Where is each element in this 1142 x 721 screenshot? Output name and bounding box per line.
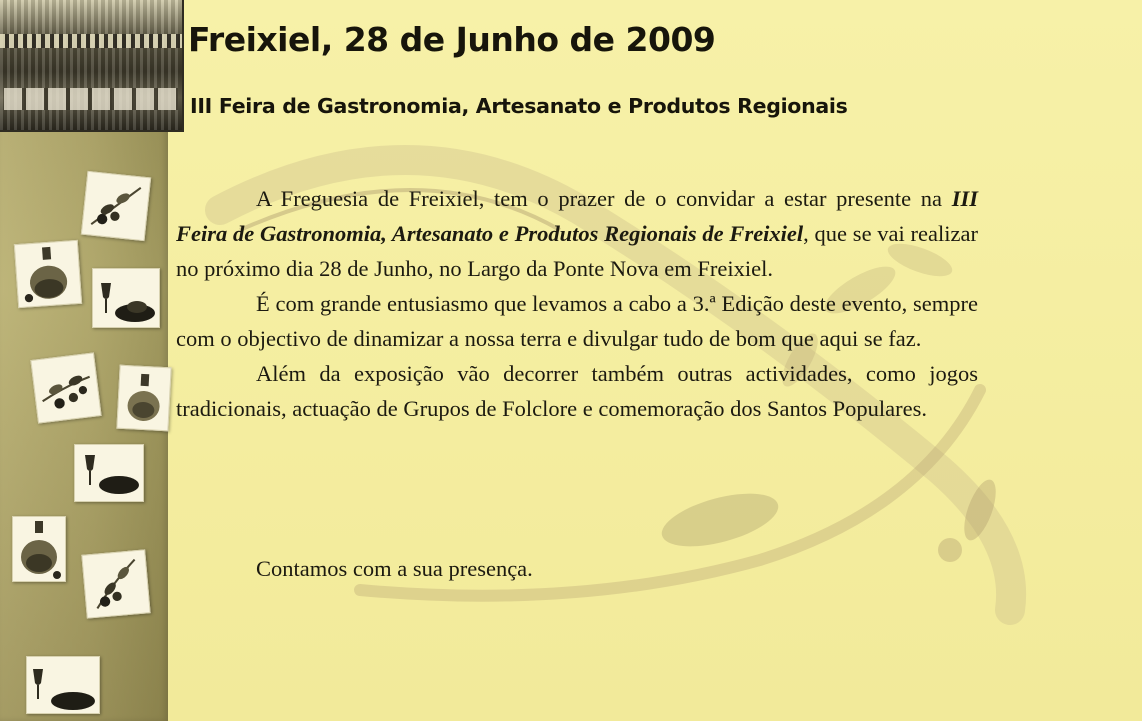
wine-glass-bread-icon xyxy=(92,268,160,328)
paragraph-invitation-start: A Freguesia de Freixiel, tem o prazer de o convidar a estar presente na xyxy=(256,186,952,211)
paragraph-edition: É com grande entusiasmo que levamos a cabo a 3.ª Edição deste evento, sempre com o objectivo de dinamizar a nossa terra e divulgar tudo de bom que aqui se faz. xyxy=(176,291,978,351)
paragraph-activities: Além da exposição vão decorrer também outras actividades, como jogos tradicionais, actuação de Grupos de Folclore e comemoração dos Santos Populares. xyxy=(176,361,978,421)
event-subtitle: III Feira de Gastronomia, Artesanato e Produtos Regionais xyxy=(190,94,848,118)
paragraph-invitation-end: , que se vai realizar no próximo dia 28 de Junho, no Largo da Ponte Nova em Freixiel. xyxy=(176,221,978,281)
event-name-emphasis: III Feira de Gastronomia, Artesanato e Produtos Regionais de Freixiel xyxy=(176,186,978,246)
wine-glass-bread-icon xyxy=(26,656,100,714)
olive-branch-icon xyxy=(81,171,151,241)
invitation-body xyxy=(176,181,978,426)
olive-oil-jar-icon xyxy=(14,240,82,308)
olive-oil-jar-icon xyxy=(116,365,171,432)
wine-glass-bread-icon xyxy=(74,444,144,502)
closing-line: Contamos com a sua presença. xyxy=(256,556,533,581)
olive-oil-jar-icon xyxy=(12,516,66,582)
olive-branch-icon xyxy=(81,549,150,618)
market-stalls-photo xyxy=(0,0,184,132)
paragraph-invitation xyxy=(176,181,978,286)
olive-branch-icon xyxy=(30,352,101,423)
invitation-date-title: Freixiel, 28 de Junho de 2009 xyxy=(188,20,716,59)
